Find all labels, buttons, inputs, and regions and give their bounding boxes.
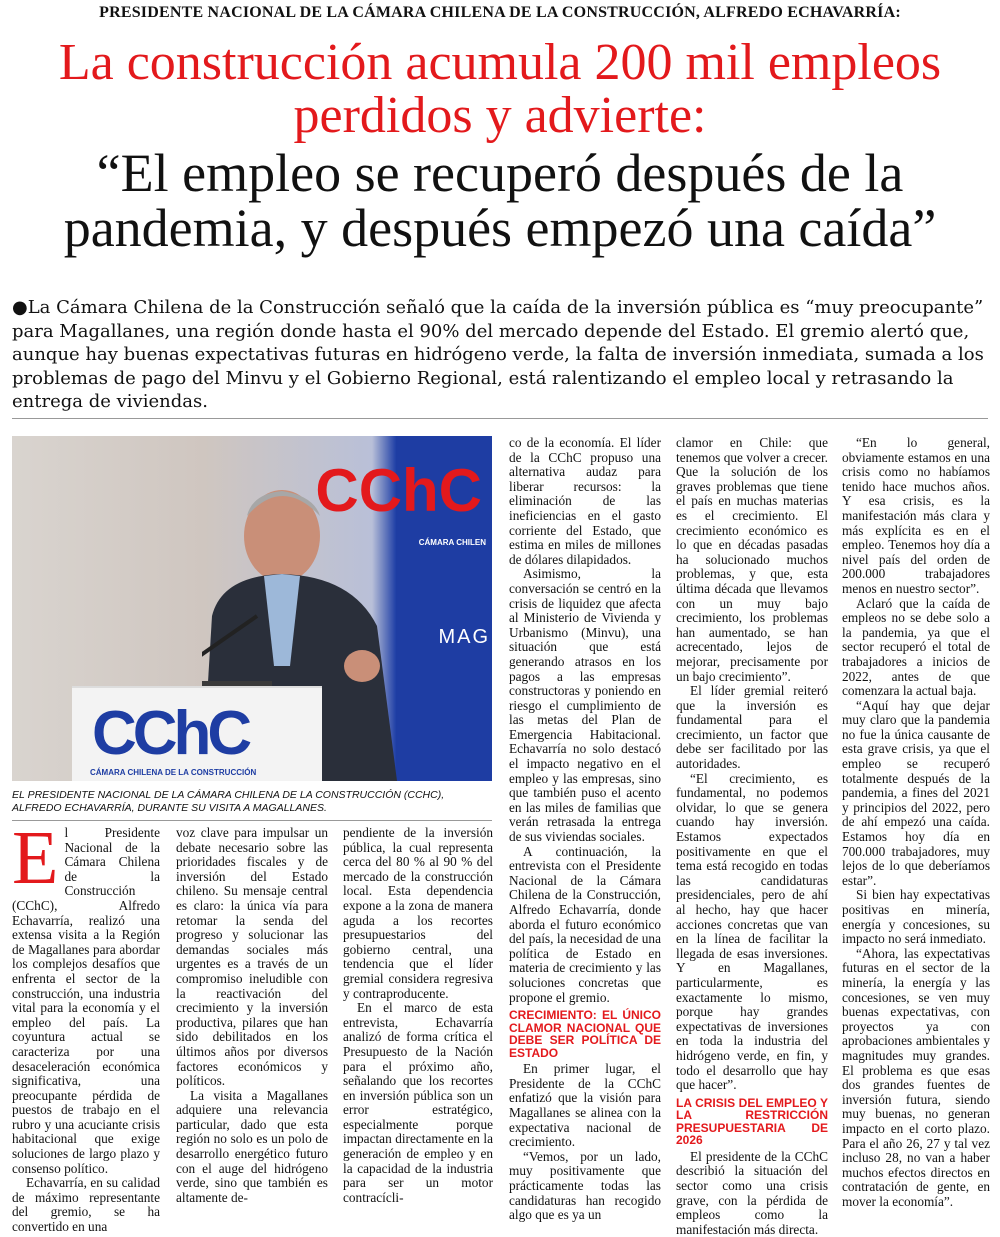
podium bbox=[72, 686, 322, 781]
body-paragraph: El Presidente Nacional de la Cámara Chilena de la Construcción (CChC), Alfredo Echavarría, realizó una extensa visita a la Región de Magallanes para abordar los complejos desafíos que enfrenta el sector de la construcción, una industria vital para la economía y el empleo del país. La coyuntura actual se caracteriza por una desaceleración económica significativa, una preocupante pérdida de puestos de trabajo en el rubro y una acuciante crisis habitacional que exige soluciones de largo plazo y consenso político. bbox=[12, 816, 160, 1176]
body-paragraph: Asimismo, la conversación se centró en la crisis de liquidez que afecta al Ministerio de Vivienda y Urbanismo (Minvu), una situación que está generando atrasos en los pagos a las empresas constructoras y poniendo en riesgo el cumplimiento de las metas del Plan de Emergencia Habitacional. Echavarría no solo destacó el impacto negativo en el empleo y las empresas, sino que también puso el acento en las miles de familias que verán retrasada la entrega de sus viviendas sociales. bbox=[509, 566, 661, 845]
section-heading: CRECIMIENTO: EL ÚNICO CLAMOR NACIONAL QUE DEBE SER POLÍTICA DE ESTADO bbox=[509, 1008, 661, 1060]
body-column-1 bbox=[12, 816, 160, 1235]
kicker: PRESIDENTE NACIONAL DE LA CÁMARA CHILENA DE LA CONSTRUCCIÓN, ALFREDO ECHAVARRÍA: bbox=[99, 4, 901, 21]
body-column-6 bbox=[842, 436, 990, 1209]
drop-cap: E bbox=[12, 816, 59, 900]
podium-logo: CChC bbox=[92, 699, 249, 768]
headline-red: La construcción acumula 200 mil empleos perdidos y advierte: bbox=[58, 34, 942, 145]
body-column-4 bbox=[509, 436, 661, 1223]
body-paragraph: La visita a Magallanes adquiere una relevancia particular, dado que esta región no solo es un polo de desarrollo energético futuro con el auge del hidrógeno verde, sino que también es altamente de- bbox=[176, 1087, 328, 1205]
body-paragraph: Aclaró que la caída de empleos no se debe solo a la pandemia, ya que el sector recuperó el total de trabajadores a inicios de 2022, antes de que comenzara la actual baja. bbox=[842, 595, 990, 699]
podium-logo-subtitle: CÁMARA CHILENA DE LA CONSTRUCCIÓN bbox=[90, 768, 257, 777]
body-paragraph: co de la economía. El líder de la CChC propuso una alternativa audaz para liberar recursos: la eliminación de las ineficiencias en el gasto corriente del Estado, que estima en miles de millones de dólares dilapidados. bbox=[509, 435, 661, 567]
body-paragraph: “Aquí hay que dejar muy claro que la pandemia no fue la única causante de esta grave crisis, ya que el empleo se recuperó totalmente después de la pandemia, a fines del 2021 y principios del 2022, pero de ahí empezó una caída. Estamos hoy día en 700.000 trabajadores, muy lejos de lo que deberíamos estar”. bbox=[842, 697, 990, 888]
divider bbox=[12, 418, 988, 419]
headline bbox=[0, 34, 1000, 259]
divider bbox=[12, 820, 492, 821]
body-paragraph: En primer lugar, el Presidente de la CChC enfatizó que la visión para Magallanes se alinea con la expectativa nacional de crecimiento. bbox=[509, 1061, 661, 1150]
lead-text: La Cámara Chilena de la Construcción señaló que la caída de la inversión pública es “muy preocupante” para Magallanes, una región donde hasta el 90% del mercado depende del Estado. El gremio alertó que, aunque hay buenas expectativas futuras en hidrógeno verde, la falta de inversión inmediata, sumada a los problemas de pago del Minvu y el Gobierno Regional, está ralentizando el empleo local y retrasando la entrega de viviendas. bbox=[12, 297, 984, 412]
article-photo bbox=[12, 436, 492, 781]
body-paragraph: El presidente de la CChC describió la situación del sector como una crisis grave, con la pérdida de empleos como la manifestación más directa. bbox=[676, 1148, 828, 1237]
photo-caption: EL PRESIDENTE NACIONAL DE LA CÁMARA CHILENA DE LA CONSTRUCCIÓN (CCHC), ALFREDO ECHAVARRÍA, DURANTE SU VISITA A MAGALLANES. bbox=[12, 789, 445, 814]
section-heading: LA CRISIS DEL EMPLEO Y LA RESTRICCIÓN PRESUPUESTARIA DE 2026 bbox=[676, 1095, 828, 1148]
body-paragraph: pendiente de la inversión pública, la cual representa cerca del 80 % al 90 % del mercado de la construcción local. Esta dependencia expone a la zona de manera aguda a los recortes presupuestarios del gobierno central, una tendencia que el líder gremial considera regresiva y contraproducente. bbox=[343, 825, 493, 1001]
body-paragraph: “Vemos, por un lado, muy positivamente que prácticamente todas las candidaturas han recogido algo que es ya un bbox=[509, 1148, 661, 1223]
headline-quote: “El empleo se recuperó después de la pandemia, y después empezó una caída” bbox=[63, 143, 937, 259]
body-paragraph: “En lo general, obviamente estamos en una crisis como no habíamos tenido hace muchos años. Y esa crisis, es la manifestación más clara y más explícita es en el empleo. Tenemos hoy día a nivel país del orden de 200.000 trabajadores menos en nuestro sector”. bbox=[842, 435, 990, 596]
body-column-2 bbox=[176, 826, 328, 1205]
body-paragraph: Echavarría, en su calidad de máximo representante del gremio, se ha convertido en una bbox=[12, 1175, 160, 1235]
body-paragraph: “El crecimiento, es fundamental, no podemos olvidar, lo que se genera cuando hay inversión. Estamos expectados positivamente en que el tema está recogido en todas las candidaturas presidenciales, pero de ahí al hecho, hay que hacer acciones concretas que van en la línea de facilitar la llegada de esas inversiones. Y en Magallanes, particularmente, es exactamente lo mismo, porque hay grandes expectativas de inversiones en toda la industria del hidrógeno verde, en fin, y todo el desarrollo que hay que hacer”. bbox=[676, 770, 828, 1093]
lead-paragraph bbox=[12, 296, 988, 414]
bullet-icon: ● bbox=[12, 297, 28, 318]
body-column-5 bbox=[676, 436, 828, 1237]
wall-text: MAG bbox=[438, 626, 490, 648]
body-paragraph: voz clave para impulsar un debate necesario sobre las prioridades fiscales y de inversión del Estado chileno. Su mensaje central es claro: la única vía para retomar la senda del progreso y solucionar las demandas sociales más urgentes es a través de un compromiso ineludible con la reactivación del crecimiento y la inversión productiva, pilares que han sido debilitados en los últimos años por diversos factores económicos y políticos. bbox=[176, 825, 328, 1089]
wall-logo: CChC bbox=[315, 457, 482, 524]
body-paragraph: Si bien hay expectativas positivas en minería, energía y concesiones, su impacto no será inmediato. bbox=[842, 887, 990, 947]
wall-logo-subtitle: CÁMARA CHILEN bbox=[418, 538, 486, 547]
body-column-3 bbox=[343, 826, 493, 1205]
body-paragraph: El líder gremial reiteró que la inversión es fundamental para el crecimiento, un factor que debe ser facilitado por las autoridades. bbox=[676, 683, 828, 772]
body-paragraph: clamor en Chile: que tenemos que volver a crecer. Que la solución de los graves problemas que tiene el país en muchas materias es el crecimiento. El crecimiento económico es lo que en décadas pasadas ha solucionado muchos problemas, y que, esta última década que llevamos con un muy bajo crecimiento, los problemas han aumentado, se han acrecentado, lejos de mejorar, precisamente por un bajo crecimiento”. bbox=[676, 435, 828, 684]
body-paragraph: “Ahora, las expectativas futuras en el sector de la minería, la energía y las concesiones, se ven muy buenas expectativas, con proyectos ya con aprobaciones ambientales y magnitudes muy grandes. El problema es que esas dos grandes fuentes de inversión futura, siendo muy buenas, no generan impacto en el corto plazo. Para el año 26, 27 y tal vez incluso 28, no van a haber muchos efectos directos en contratación de gente, en mover la economía”. bbox=[842, 945, 990, 1209]
body-paragraph: A continuación, la entrevista con el Presidente Nacional de la Cámara Chilena de la Construcción, Alfredo Echavarría, donde aborda el futuro económico del país, la necesidad de una política de Estado en materia de crecimiento y las soluciones concretas que propone el gremio. bbox=[509, 843, 661, 1005]
body-paragraph: En el marco de esta entrevista, Echavarría analizó de forma crítica el Presupuesto de la Nación para el próximo año, señalando que los recortes en inversión pública son un error estratégico, especialmente porque impactan directamente en la generación de empleo y en la capacidad de la industria para ser un motor contracícli- bbox=[343, 1000, 493, 1205]
